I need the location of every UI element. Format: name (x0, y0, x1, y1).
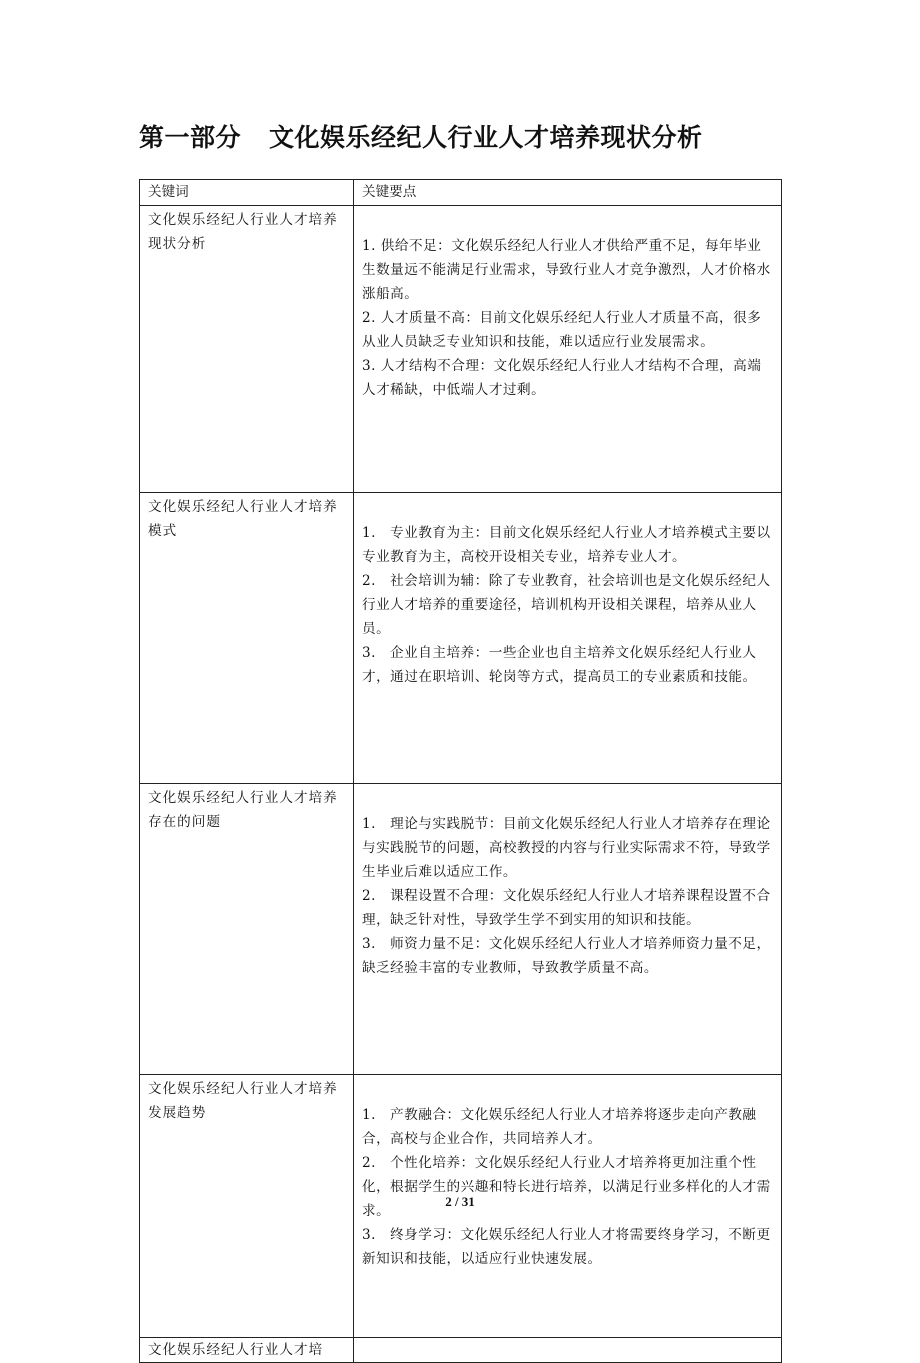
key-point: 3. 师资力量不足：文化娱乐经纪人行业人才培养师资力量不足，缺乏经验丰富的专业教师，导致教学质量不高。 (362, 936, 771, 976)
key-point: 3. 企业自主培养：一些企业也自主培养文化娱乐经纪人行业人才，通过在职培训、轮岗等方式，提高员工的专业素质和技能。 (362, 645, 757, 685)
key-point: 1. 理论与实践脱节：目前文化娱乐经纪人行业人才培养存在理论与实践脱节的问题，高校教授的内容与行业实际需求不符，导致学生毕业后难以适应工作。 (362, 816, 771, 880)
table-row (140, 784, 782, 1075)
title-part: 第一部分 (139, 123, 242, 152)
key-points-table (139, 179, 782, 1363)
keyword-cell: 文化娱乐经纪人行业人才培养模式 (140, 493, 354, 784)
points-cell (354, 493, 782, 784)
key-point: 2. 人才质量不高：目前文化娱乐经纪人行业人才质量不高，很多从业人员缺乏专业知识和技能，难以适应行业发展需求。 (362, 310, 762, 350)
title-text: 文化娱乐经纪人行业人才培养现状分析 (269, 123, 703, 152)
points-cell (354, 206, 782, 493)
key-point: 3. 人才结构不合理：文化娱乐经纪人行业人才结构不合理，高端人才稀缺，中低端人才过剩。 (362, 358, 762, 398)
page-title (139, 118, 703, 154)
table-row (140, 493, 782, 784)
keyword-cell: 文化娱乐经纪人行业人才培养发展趋势 (140, 1075, 354, 1338)
key-point: 1. 专业教育为主：目前文化娱乐经纪人行业人才培养模式主要以专业教育为主，高校开设相关专业，培养专业人才。 (362, 525, 771, 565)
points-cell (354, 1338, 782, 1363)
header-keyword: 关键词 (140, 180, 354, 206)
page-number: 2 / 31 (445, 1194, 475, 1209)
table-header-row (140, 180, 782, 206)
keyword-cell: 文化娱乐经纪人行业人才培 (140, 1338, 354, 1363)
points-cell (354, 784, 782, 1075)
key-point: 2. 课程设置不合理：文化娱乐经纪人行业人才培养课程设置不合理，缺乏针对性，导致学生学不到实用的知识和技能。 (362, 888, 771, 928)
key-point: 1. 供给不足：文化娱乐经纪人行业人才供给严重不足，每年毕业生数量远不能满足行业需求，导致行业人才竞争激烈，人才价格水涨船高。 (362, 238, 771, 302)
key-point: 3. 终身学习：文化娱乐经纪人行业人才将需要终身学习，不断更新知识和技能，以适应行业快速发展。 (362, 1227, 771, 1267)
key-point: 1. 产教融合：文化娱乐经纪人行业人才培养将逐步走向产教融合，高校与企业合作，共同培养人才。 (362, 1107, 757, 1147)
key-point: 2. 个性化培养：文化娱乐经纪人行业人才培养将更加注重个性化，根据学生的兴趣和特长进行培养，以满足行业多样化的人才需求。 (362, 1155, 771, 1219)
key-point: 2. 社会培训为辅：除了专业教育，社会培训也是文化娱乐经纪人行业人才培养的重要途径，培训机构开设相关课程，培养从业人员。 (362, 573, 771, 637)
header-key-points: 关键要点 (354, 180, 782, 206)
keyword-cell: 文化娱乐经纪人行业人才培养现状分析 (140, 206, 354, 493)
table-row (140, 206, 782, 493)
keyword-cell: 文化娱乐经纪人行业人才培养存在的问题 (140, 784, 354, 1075)
table-row (140, 1338, 782, 1363)
